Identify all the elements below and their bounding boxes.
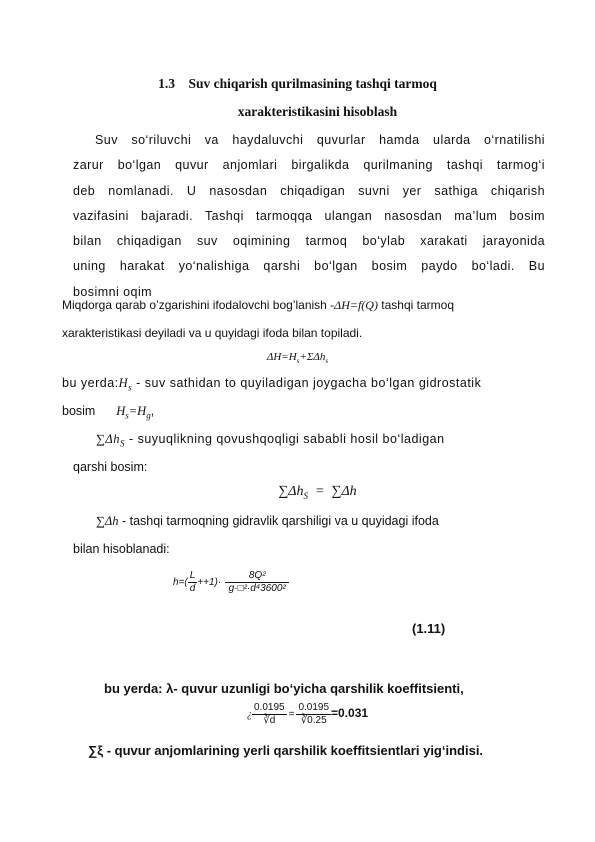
fraction-lambda-1: $\frac{0.0195}{∛d}$ <box>254 702 285 726</box>
paragraph-line: bilan chiqadigan suv oqimining tarmoq bo‘ylab xarakati jarayonida <box>73 234 545 249</box>
paragraph-line: bosimni oqim <box>73 284 153 299</box>
equation-number: (1.11) <box>412 621 446 636</box>
fraction-l-over-d: $\frac{L}{d}$ <box>189 570 196 594</box>
where-dhs-line-2: qarshi bosim: <box>73 460 148 474</box>
section-number: 1.3 <box>158 76 176 91</box>
paragraph-line: vazifasini bajaradi. Tashqi tarmoqqa ulangan nasosdan ma’lum bosim <box>73 208 545 223</box>
inline-formula: ΔH=f(Q) <box>334 298 378 312</box>
formula-h-resistance: h=( $\frac{L}{d}$ ++1)· $\frac{\text{8Q²}}{\text{g·□²·d⁴3600²}}$ <box>173 570 289 595</box>
formula-sum-dh: $\sum\Delta h_S = \sum\Delta h$ <box>278 484 357 501</box>
where-hs-line-2: bosim $H_s=H_g$, <box>62 404 155 421</box>
fraction-flow: $\frac{\text{8Q²}}{\text{g·□²·d⁴3600²}}$ <box>225 570 289 595</box>
paragraph-line: deb nomlanadi. U nasosdan chiqadigan suvni yer sathiga chiqarish <box>73 183 545 198</box>
where-dh-line-2: bilan hisoblanadi: <box>73 542 170 556</box>
xi-description: ∑ξ - quvur anjomlarining yerli qarshilik koeffitsientlari yig‘indisi. <box>88 743 484 758</box>
formula-lambda-value: ¿ $\frac{0.0195}{∛d}$ = $\frac{0.0195}{∛0.25}$ =0.031 <box>247 702 369 726</box>
section-heading <box>40 76 555 92</box>
definition-line: Miqdorga qarab o’zgarishini ifodalovchi bog’lanish -ΔH=f(Q) tashqi tarmoq <box>62 298 455 312</box>
fraction-lambda-2: $\frac{0.0195}{∛0.25}$ <box>298 702 330 726</box>
lambda-description: bu yerda: λ- quvur uzunligi bo‘yicha qarshilik koeffitsienti, <box>104 681 464 696</box>
where-hs-line: bu $yerda:H_s$ - suv sathidan to quyiladigan joygacha bo‘lgan gidrostatik <box>62 376 482 393</box>
definition-line-2: xarakteristikasi deyiladi va u quyidagi ifoda bilan topiladi. <box>62 326 363 340</box>
section-title-line2: xarakteristikasini hisoblash <box>237 104 398 119</box>
paragraph-line: Suv so‘riluvchi va haydaluvchi quvurlar hamda ularda o‘rnatilishi <box>95 133 545 147</box>
paragraph-line: zarur bo‘lgan quvur anjomlari birgalikda qurilmaning tashqi tarmog‘i <box>73 158 545 173</box>
formula-delta-h: $\Delta H=H_s+\Sigma\Delta h_s$ <box>266 351 329 366</box>
paragraph-line: uning harakat yo‘nalishiga qarshi bo‘lgan bosim paydo bo‘ladi. Bu <box>73 259 545 274</box>
intro-paragraph <box>73 128 545 305</box>
where-dhs-line: $\sum\Delta h_S$ - suyuqlikning qovushqoqligi sababli hosil bo‘ladigan <box>96 432 445 449</box>
lambda-result: =0.031 <box>331 706 369 721</box>
where-dh-line: ∑Δh - tashqi tarmoqning gidravlik qarshiligi va u quyidagi ifoda <box>96 514 439 528</box>
section-title-line1: Suv chiqarish qurilmasining tashqi tarmoq <box>188 76 437 91</box>
